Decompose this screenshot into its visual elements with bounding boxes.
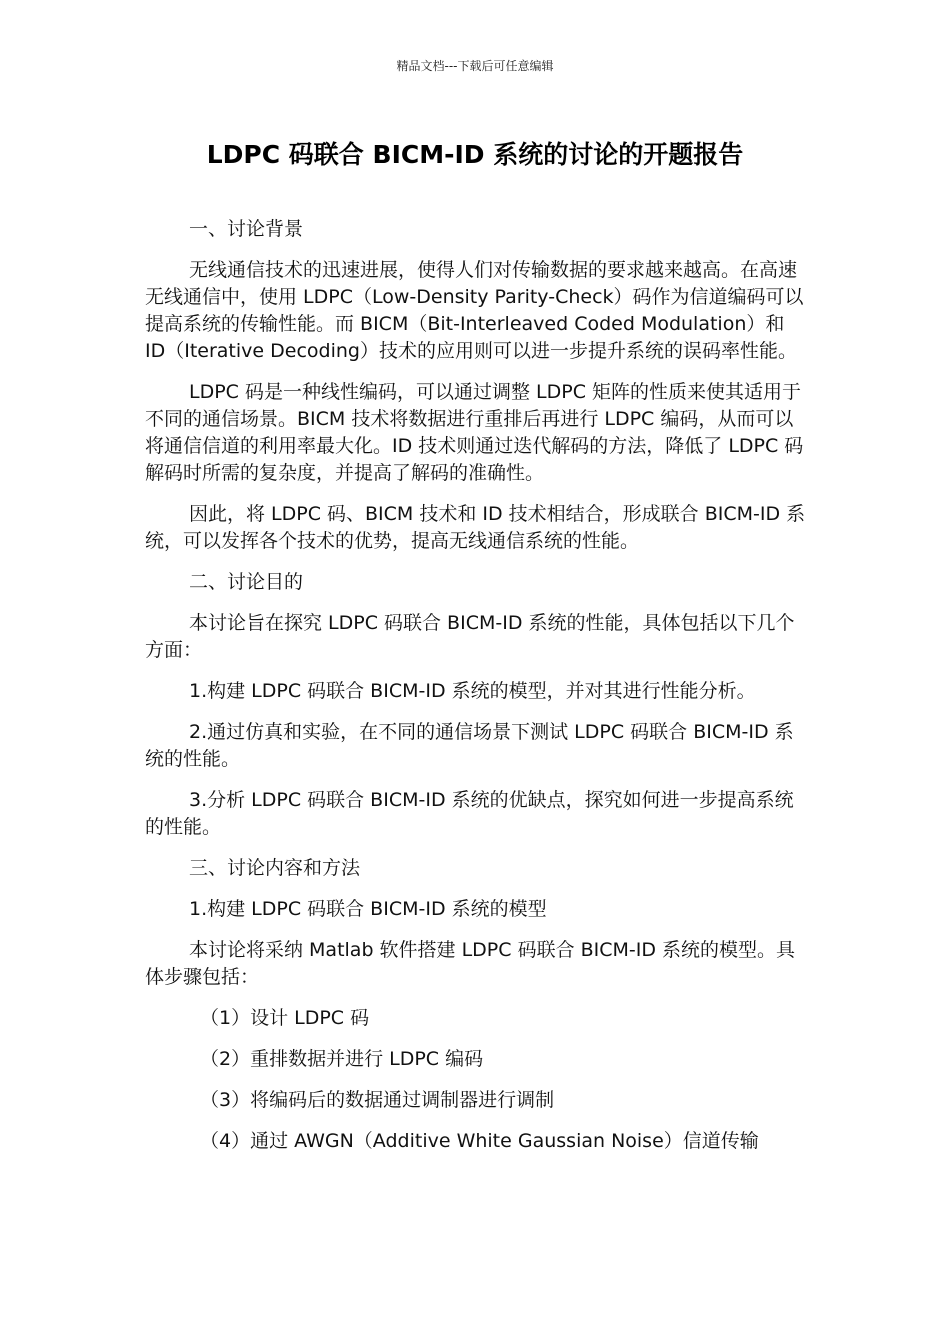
step-item-2: （2）重排数据并进行 LDPC 编码 [200,1048,484,1070]
page-header: 精品文档---下载后可任意编辑 [396,59,554,73]
paragraph-model-intro: 本讨论将采纳 Matlab 软件搭建 LDPC 码联合 BICM-ID 系统的模型。具体步骤包括： [145,939,796,988]
section-heading-purpose: 二、讨论目的 [189,571,304,593]
step-item-1: （1）设计 LDPC 码 [200,1007,370,1029]
section-heading-background: 一、讨论背景 [189,218,304,240]
step-item-3: （3）将编码后的数据通过调制器进行调制 [200,1089,555,1111]
purpose-item-1: 1.构建 LDPC 码联合 BICM-ID 系统的模型，并对其进行性能分析。 [189,680,756,702]
paragraph-background-1: 无线通信技术的迅速进展，使得人们对传输数据的要求越来越高。在高速无线通信中，使用 LDPC（Low-Density Parity-Check）码作为信道编码可以提高系统的传输性能。而 BICM（Bit-Interleaved Coded Modulation）和 ID（Iterative Decoding）技术的应用则可以进一步提升系统的误码率性能。 [145,259,804,362]
document-title: LDPC 码联合 BICM-ID 系统的讨论的开题报告 [206,140,744,169]
paragraph-background-3: 因此，将 LDPC 码、BICM 技术和 ID 技术相结合，形成联合 BICM-ID 系统，可以发挥各个技术的优势，提高无线通信系统的性能。 [145,503,806,552]
paragraph-purpose-intro: 本讨论旨在探究 LDPC 码联合 BICM-ID 系统的性能，具体包括以下几个方面： [145,612,795,661]
section-heading-methods: 三、讨论内容和方法 [189,857,361,879]
step-item-4: （4）通过 AWGN（Additive White Gaussian Noise）信道传输 [200,1130,759,1152]
subsection-heading-model: 1.构建 LDPC 码联合 BICM-ID 系统的模型 [189,898,547,920]
document-body [145,216,810,1169]
purpose-item-3: 3.分析 LDPC 码联合 BICM-ID 系统的优缺点，探究如何进一步提高系统的性能。 [145,789,794,838]
purpose-item-2: 2.通过仿真和实验，在不同的通信场景下测试 LDPC 码联合 BICM-ID 系统的性能。 [145,721,794,770]
paragraph-background-2: LDPC 码是一种线性编码，可以通过调整 LDPC 矩阵的性质来使其适用于不同的通信场景。BICM 技术将数据进行重排后再进行 LDPC 编码，从而可以将通信信道的利用率最大化。ID 技术则通过迭代解码的方法，降低了 LDPC 码解码时所需的复杂度，并提高了解码的准确性。 [145,381,804,484]
